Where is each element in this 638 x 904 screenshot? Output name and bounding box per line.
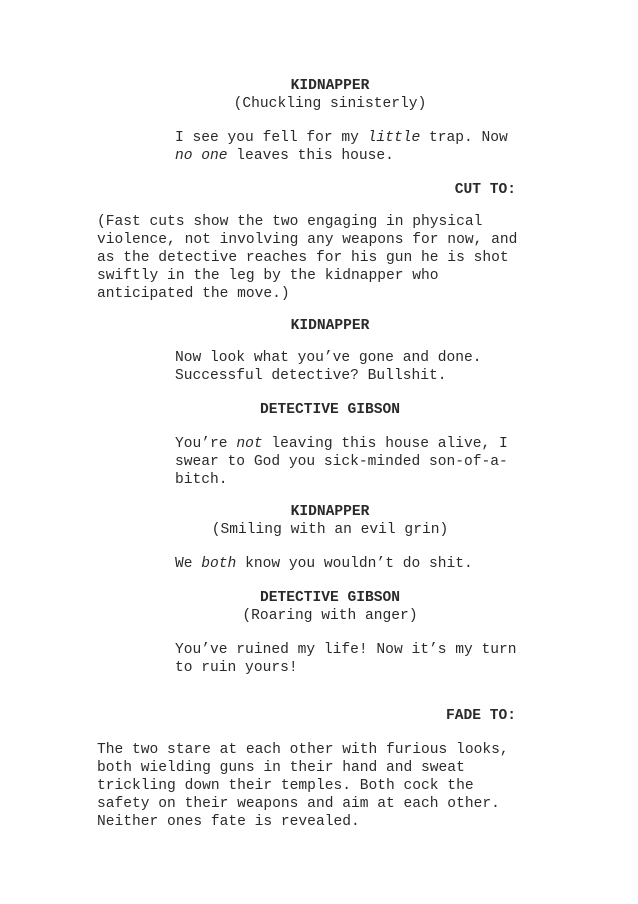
character-name: KIDNAPPER	[290, 78, 370, 94]
action-line: trickling down their temples. Both cock the	[97, 778, 474, 794]
dialogue-line: Successful detective? Bullshit.	[175, 368, 447, 384]
action-line: both wielding guns in their hand and sweat	[97, 760, 465, 776]
action-line: Neither ones fate is revealed.	[97, 814, 360, 830]
dialogue-line: Now look what you’ve gone and done.	[175, 350, 482, 366]
character-name: KIDNAPPER	[290, 318, 370, 334]
parenthetical: (Chuckling sinisterly)	[233, 96, 427, 112]
dialogue-line: to ruin yours!	[175, 660, 298, 676]
emphasis: not	[236, 436, 263, 452]
transition: FADE TO:	[445, 708, 516, 724]
transition: CUT TO:	[454, 182, 516, 198]
action-line: The two stare at each other with furious looks,	[97, 742, 509, 758]
emphasis: little	[367, 130, 421, 146]
dialogue-line: no one leaves this house.	[175, 148, 394, 164]
dialogue-line: swear to God you sick-minded son-of-a-	[175, 454, 508, 470]
emphasis: no one	[175, 148, 228, 164]
action-line: (Fast cuts show the two engaging in physical	[97, 214, 483, 230]
action-line: anticipated the move.)	[97, 286, 290, 302]
character-name: DETECTIVE GIBSON	[259, 590, 401, 606]
dialogue-line: bitch.	[175, 472, 228, 488]
character-name: DETECTIVE GIBSON	[259, 402, 401, 418]
action-line: violence, not involving any weapons for now, and	[97, 232, 518, 248]
parenthetical: (Smiling with an evil grin)	[211, 522, 449, 538]
parenthetical: (Roaring with anger)	[242, 608, 418, 624]
dialogue-line: We both know you wouldn’t do shit.	[175, 556, 473, 572]
action-line: swiftly in the leg by the kidnapper who	[97, 268, 439, 284]
action-line: safety on their weapons and aim at each other.	[97, 796, 500, 812]
emphasis: both	[201, 556, 237, 572]
dialogue-line: I see you fell for my little trap. Now	[175, 130, 508, 146]
dialogue-line: You’ve ruined my life! Now it’s my turn	[175, 642, 517, 658]
dialogue-line: You’re not leaving this house alive, I	[175, 436, 508, 452]
character-name: KIDNAPPER	[290, 504, 370, 520]
action-line: as the detective reaches for his gun he is shot	[97, 250, 509, 266]
